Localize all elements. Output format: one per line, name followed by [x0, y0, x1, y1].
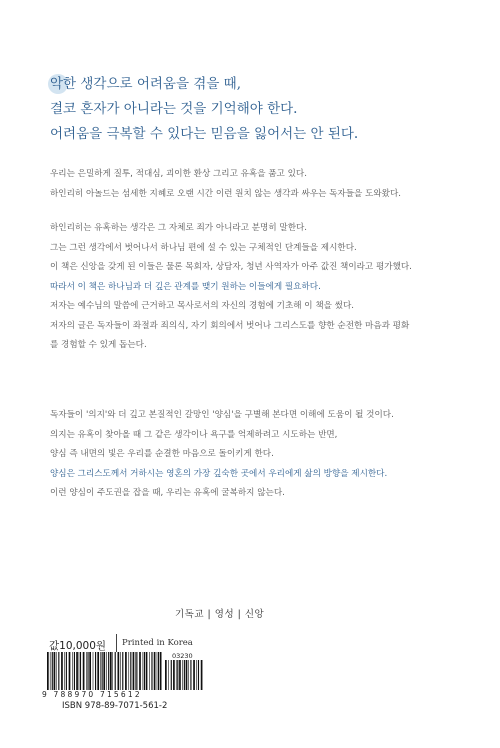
- paragraph-line: 저자의 글은 독자들이 좌절과 죄의식, 자기 회의에서 벗어나 그리스도를 향한 순전한 마음과 평화: [50, 320, 410, 331]
- barcode-bar: [125, 652, 127, 690]
- barcode-bar: [112, 652, 113, 690]
- barcode-bar: [144, 652, 145, 690]
- paragraph-line: 저자는 예수님의 말씀에 근거하고 목사로서의 자신의 경험에 기초해 이 책을 썼다.: [50, 301, 355, 311]
- barcode-bar: [61, 652, 63, 690]
- paragraph-line: 의지는 유혹이 찾아올 때 그 같은 생각이나 욕구를 억제하려고 시도하는 반면,: [50, 429, 338, 440]
- barcode-addon-code: 03230: [172, 652, 193, 660]
- isbn-label: ISBN 978-89-7071-561-2: [62, 701, 168, 711]
- barcode-bar: [69, 652, 71, 690]
- headline-line: 결코 혼자가 아니라는 것을 기억해야 한다.: [50, 101, 298, 117]
- isbn-barcode: [46, 652, 162, 690]
- barcode-bar: [177, 660, 178, 690]
- barcode-bar: [102, 652, 103, 690]
- headline-line: 악한 생각으로 어려움을 겪을 때,: [50, 76, 241, 92]
- highlighted-line: 따라서 이 책은 하나님과 더 깊은 관계를 맺기 원하는 이들에게 필요하다.: [50, 281, 321, 292]
- barcode-bar: [188, 660, 189, 690]
- price-divider: [116, 634, 117, 652]
- barcode-bar: [108, 652, 109, 690]
- paragraph-line: 이 책은 신앙을 갖게 된 이들은 물론 목회자, 상담자, 청년 사역자가 아주 값진 책이라고 평가했다.: [50, 262, 412, 272]
- barcode-bar: [136, 652, 137, 690]
- barcode-bar: [80, 652, 81, 690]
- headline-line: 어려움을 극복할 수 있다는 믿음을 잃어서는 안 된다.: [50, 126, 359, 142]
- paragraph-conscience: [50, 406, 470, 504]
- addon-barcode: [164, 660, 204, 690]
- barcode-bar: [76, 652, 78, 690]
- barcode-bar: [52, 652, 53, 690]
- barcode-bar: [64, 652, 65, 690]
- barcode-bar: [146, 652, 148, 690]
- paragraph-intro: [50, 165, 470, 204]
- paragraph-line: 이런 양심이 주도권을 잡을 때, 우리는 유혹에 굴복하지 않는다.: [50, 488, 285, 498]
- barcode-bar: [74, 652, 75, 690]
- highlighted-line: 양심은 그리스도께서 거하시는 영혼의 가장 깊숙한 곳에서 우리에게 삶의 방향을 제시한다.: [50, 468, 388, 479]
- printed-in-label: Printed in Korea: [122, 638, 193, 648]
- headline: [50, 72, 470, 147]
- paragraph-author-approach: [50, 219, 470, 356]
- barcode-bar: [83, 652, 85, 690]
- barcode-bar: [143, 652, 144, 690]
- barcode-bar: [122, 652, 123, 690]
- barcode-bar: [106, 652, 107, 690]
- price-label: 값10,000원: [49, 640, 107, 652]
- barcode-bar: [201, 660, 203, 690]
- barcode-bar: [139, 652, 141, 690]
- barcode-bar: [190, 660, 191, 690]
- barcode-bar: [165, 660, 167, 690]
- paragraph-line: 하인리히는 유혹하는 생각은 그 자체로 죄가 아니라고 분명히 말한다.: [50, 223, 308, 233]
- barcode-bar: [154, 652, 156, 690]
- paragraph-line: 양심 즉 내면의 빛은 우리를 순결한 마음으로 돌이키게 한다.: [50, 449, 274, 459]
- barcode-bar: [160, 652, 162, 690]
- barcode-bar: [97, 652, 99, 690]
- barcode-bar: [47, 652, 49, 690]
- barcode-bar: [198, 660, 199, 690]
- barcode-bar: [103, 652, 105, 690]
- barcode-bar: [79, 652, 80, 690]
- genre-label: 기독교 | 영성 | 신앙: [175, 609, 265, 620]
- paragraph-line: 그는 그런 생각에서 벗어나서 하나님 편에 설 수 있는 구체적인 단계들을 제시한다.: [50, 242, 357, 253]
- barcode-bar: [171, 660, 172, 690]
- barcode-bar: [50, 652, 51, 690]
- barcode-bar: [56, 652, 57, 690]
- paragraph-line: 하인리히 아놀드는 섬세한 지혜로 오랜 시간 이런 원치 않는 생각과 싸우는 독자들을 도와왔다.: [50, 188, 401, 199]
- barcode-bar: [133, 652, 135, 690]
- paragraph-line: 독자들이 '의지'와 더 깊고 본질적인 갈망인 '양심'을 구별해 본다면 이해에 도움이 될 것이다.: [50, 410, 394, 420]
- barcode-bar: [120, 652, 121, 690]
- barcode-bar: [158, 652, 159, 690]
- barcode-bar: [135, 652, 136, 690]
- barcode-bar: [118, 652, 120, 690]
- barcode-bar: [95, 652, 96, 690]
- barcode-digits: 9 788970 715612: [42, 690, 142, 699]
- barcode-bar: [72, 652, 73, 690]
- barcode-bar: [186, 660, 188, 690]
- barcode-bar: [196, 660, 197, 690]
- barcode-bar: [89, 652, 91, 690]
- barcode-bar: [128, 652, 129, 690]
- barcode-bar: [151, 652, 152, 690]
- barcode-bar: [149, 652, 150, 690]
- paragraph-line: 를 경험할 수 있게 돕는다.: [50, 340, 147, 350]
- barcode-bar: [110, 652, 112, 690]
- barcode-bar: [86, 652, 87, 690]
- barcode-bar: [58, 652, 59, 690]
- barcode-bar: [157, 652, 158, 690]
- barcode-bar: [115, 652, 116, 690]
- paragraph-line: 우리는 은밀하게 질투, 적대심, 괴이한 환상 그리고 유혹을 품고 있다.: [50, 169, 307, 179]
- barcode-bar: [193, 660, 195, 690]
- barcode-bar: [54, 652, 56, 690]
- barcode-bar: [179, 660, 181, 690]
- barcode-bar: [168, 660, 169, 690]
- barcode-bar: [100, 652, 101, 690]
- barcode-bar: [87, 652, 88, 690]
- barcode-bar: [93, 652, 94, 690]
- barcode-bar: [184, 660, 185, 690]
- barcode-bar: [66, 652, 67, 690]
- barcode-bar: [130, 652, 131, 690]
- barcode-bar: [173, 660, 175, 690]
- barcode-bar: [176, 660, 177, 690]
- barcode-bar: [182, 660, 183, 690]
